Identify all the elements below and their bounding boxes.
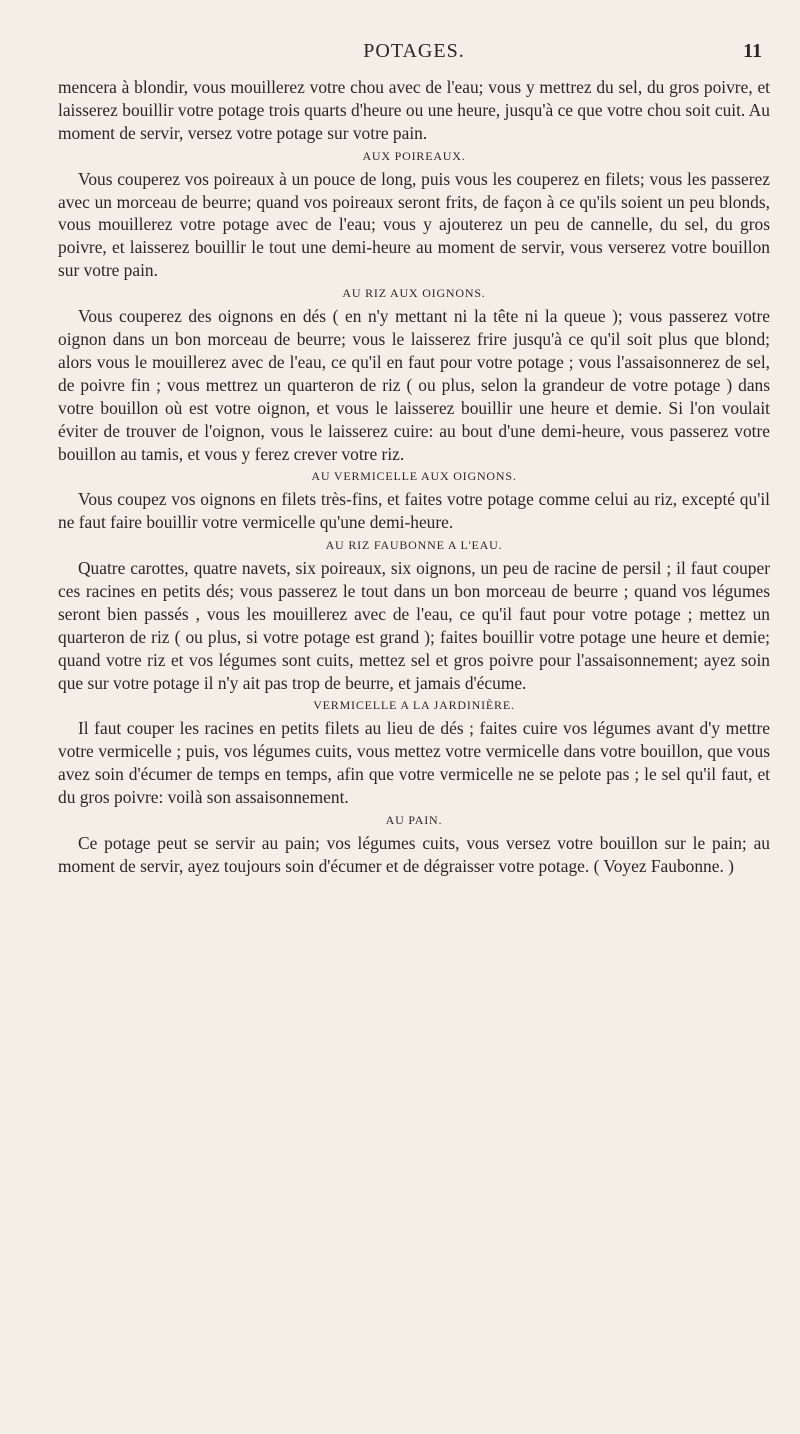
- recipe-body: Quatre carottes, quatre navets, six poireaux, six oignons, un peu de racine de persil ; il faut couper ces racines en petits dés; vous passerez le tout dans un bon morceau de beurre ; quand vos légumes seront bien passés , vous les mouillerez avec de l'eau, ce qu'il faut pour votre potage ; mettez un quarteron de riz ( ou plus, si votre potage est grand ); faites bouillir votre potage une heure et demie; quand votre riz et vos légumes sont cuits, mettez sel et gros poivre pour l'assaisonnement; ayez soin que sur votre potage il n'y ait pas trop de beurre, et jamais d'écume.: [58, 558, 770, 693]
- recipe-heading: VERMICELLE A LA JARDINIÈRE.: [313, 698, 515, 713]
- recipe-poireaux: [58, 145, 770, 282]
- recipe-body: Vous couperez vos poireaux à un pouce de long, puis vous les couperez en filets; vous les passerez avec un morceau de beurre; quand vos poireaux seront frits, de façon à ce qu'ils soient un peu blonds, vous mouillerez votre potage avec de l'eau; vous y ajouterez un peu de cannelle, du sel, du gros poivre, et laisserez bouillir le tout une demi-heure au moment de servir, vous verserez votre bouillon sur votre pain.: [58, 168, 770, 281]
- recipe-heading: AU RIZ AUX OIGNONS.: [342, 286, 486, 301]
- recipe-body: Il faut couper les racines en petits filets au lieu de dés ; faites cuire vos légumes avant d'y mettre votre vermicelle ; puis, vos légumes cuits, vous mettez votre vermicelle dans votre bouillon, que vous avez soin d'écumer de temps en temps, afin que votre vermicelle ne se pelote pas ; le sel qu'il faut, et du gros poivre: voilà son assaisonnement.: [58, 718, 770, 808]
- page-number: 11: [743, 40, 762, 62]
- recipe-vermicelle-oignons: [58, 465, 770, 534]
- recipe-riz-oignons: [58, 282, 770, 465]
- running-head: [58, 40, 770, 76]
- recipe-heading: AU RIZ FAUBONNE A L'EAU.: [325, 538, 503, 553]
- recipe-au-pain: [58, 809, 770, 878]
- running-title: POTAGES.: [363, 40, 465, 62]
- recipe-body: Ce potage peut se servir au pain; vos légumes cuits, vous versez votre bouillon sur le pain; au moment de servir, ayez toujours soin d'écumer et de dégraisser votre potage. ( Voyez Faubonne. ): [58, 832, 770, 876]
- recipe-heading: AU PAIN.: [385, 813, 443, 827]
- continued-paragraph: mencera à blondir, vous mouillerez votre chou avec de l'eau; vous y mettrez du sel, du gros poivre, et laisserez bouillir votre potage trois quarts d'heure ou une heure, jusqu'à ce que votre chou soit cuit. Au moment de servir, versez votre potage sur votre pain.: [58, 77, 770, 143]
- recipe-vermicelle-jardiniere: [58, 694, 770, 809]
- recipe-body: Vous couperez des oignons en dés ( en n'y mettant ni la tête ni la queue ); vous passerez votre oignon dans un bon morceau de beurre; vous le laisserez frire jusqu'à ce qu'il soit plus que blond; alors vous le mouillerez avec de l'eau, ce qu'il en faut pour votre potage ; vous l'assaisonnerez de sel, de poivre fin ; vous mettrez un quarteron de riz ( ou plus, selon la grandeur de votre potage ) dans votre bouillon où est votre oignon, et vous le laisserez bouillir une heure et demie. Si l'on voulait éviter de trouver de l'oignon, vous le laisserez cuire: au bout d'une demi-heure, vous passerez votre bouillon au tamis, et vous y ferez crever votre riz.: [58, 306, 770, 464]
- recipe-heading: AU VERMICELLE AUX OIGNONS.: [311, 469, 517, 484]
- recipe-heading: AUX POIREAUX.: [362, 148, 466, 163]
- recipe-body: Vous coupez vos oignons en filets très-fins, et faites votre potage comme celui au riz, excepté qu'il ne faut faire bouillir votre vermicelle qu'une demi-heure.: [58, 489, 770, 533]
- recipe-riz-faubonne: [58, 534, 770, 694]
